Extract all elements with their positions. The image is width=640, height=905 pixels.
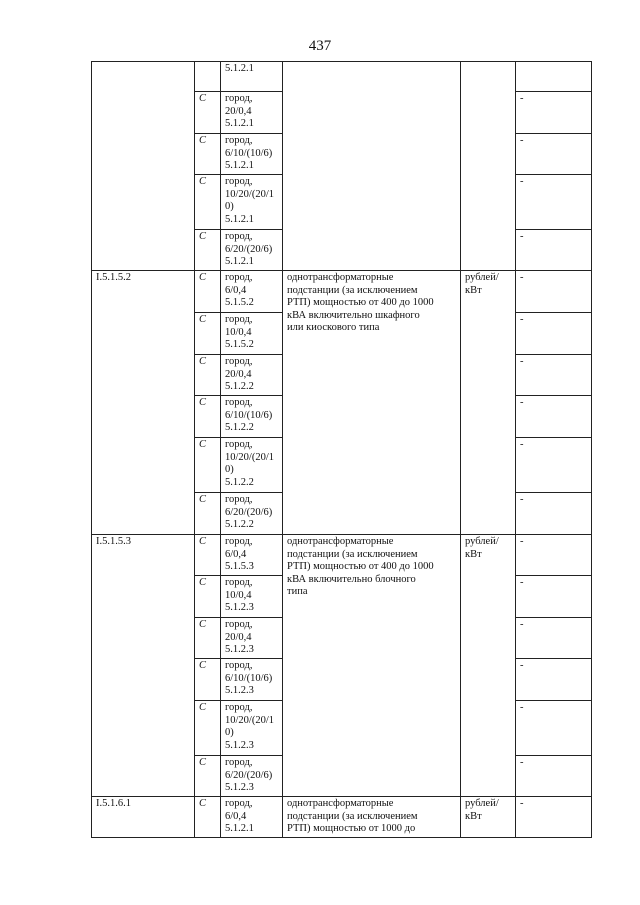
category-cell <box>221 701 283 756</box>
rate-value: - <box>516 659 592 701</box>
category-cell-line: 10/0,4 <box>225 326 252 338</box>
rate-value: - <box>516 756 592 797</box>
description-cell-line: РТП) мощностью от 1000 до <box>287 823 416 834</box>
category-cell-line: 6/0,4 <box>225 284 247 296</box>
category-cell-line: 5.1.2.3 <box>225 602 254 613</box>
category-cell-line: город, <box>225 135 253 146</box>
description-cell <box>283 797 461 838</box>
unit-cell <box>461 797 516 838</box>
item-code: I.5.1.5.2 <box>92 271 195 535</box>
zone-letter: C <box>195 438 221 493</box>
category-cell-line: 5.1.2.1 <box>225 63 254 74</box>
category-cell <box>221 271 283 313</box>
category-cell-line: 6/0,4 <box>225 810 247 822</box>
category-cell-line: 5.1.5.3 <box>225 561 254 572</box>
zone-letter: C <box>195 756 221 797</box>
category-cell-line: город, <box>225 176 253 187</box>
category-cell-line: город, <box>225 619 253 630</box>
rate-value: - <box>516 797 592 838</box>
description-cell-line: РТП) мощностью от 400 до 1000 <box>287 561 434 572</box>
zone-letter: C <box>195 701 221 756</box>
category-cell-line: 10/20/(20/1 <box>225 188 274 200</box>
description-cell-line: кВА включительно блочного <box>287 573 416 585</box>
item-code <box>92 62 195 271</box>
rate-value: - <box>516 576 592 618</box>
description-cell-line: кВА включительно шкафного <box>287 309 420 321</box>
rate-value: - <box>516 355 592 396</box>
category-cell-line: 5.1.5.2 <box>225 339 254 350</box>
description-cell-line: однотрансформаторные <box>287 272 394 283</box>
category-cell-line: город, <box>225 702 253 713</box>
category-cell-line: 5.1.2.2 <box>225 381 254 392</box>
unit-cell <box>461 271 516 535</box>
zone-letter: C <box>195 92 221 134</box>
zone-letter: C <box>195 618 221 659</box>
description-cell <box>283 62 461 271</box>
category-cell-line: 5.1.5.2 <box>225 297 254 308</box>
category-cell <box>221 659 283 701</box>
category-cell <box>221 493 283 535</box>
category-cell <box>221 797 283 838</box>
rate-value <box>516 62 592 92</box>
rate-value: - <box>516 618 592 659</box>
description-cell-line: однотрансформаторные <box>287 798 394 809</box>
category-cell <box>221 230 283 271</box>
rate-value: - <box>516 230 592 271</box>
category-cell-line: город, <box>225 397 253 408</box>
zone-letter: C <box>195 134 221 175</box>
category-cell-line: 10/20/(20/1 <box>225 451 274 463</box>
table-row <box>92 62 592 92</box>
category-cell-line: 20/0,4 <box>225 368 252 380</box>
category-cell-line: 5.1.2.1 <box>225 256 254 267</box>
zone-letter: C <box>195 659 221 701</box>
category-cell-line: 5.1.2.1 <box>225 160 254 171</box>
unit-cell-line: рублей/ <box>465 798 499 809</box>
category-cell-line: город, <box>225 93 253 104</box>
zone-letter: C <box>195 230 221 271</box>
category-cell-line: город, <box>225 798 253 809</box>
table-body <box>92 62 592 838</box>
category-cell <box>221 134 283 175</box>
description-cell-line: РТП) мощностью от 400 до 1000 <box>287 297 434 308</box>
category-cell <box>221 618 283 659</box>
category-cell-line: 5.1.2.2 <box>225 422 254 433</box>
unit-cell-line: рублей/ <box>465 536 499 547</box>
category-cell <box>221 576 283 618</box>
unit-cell <box>461 535 516 797</box>
description-cell-line: подстанции (за исключением <box>287 810 418 822</box>
description-cell-line: подстанции (за исключением <box>287 284 418 296</box>
category-cell-line: город, <box>225 314 253 325</box>
category-cell <box>221 396 283 438</box>
table-row <box>92 535 592 576</box>
category-cell-line: город, <box>225 660 253 671</box>
category-cell-line: 5.1.2.1 <box>225 118 254 129</box>
category-cell <box>221 756 283 797</box>
zone-letter: C <box>195 313 221 355</box>
category-cell-line: город, <box>225 577 253 588</box>
category-cell-line: 0) <box>225 464 234 475</box>
category-cell-line: 20/0,4 <box>225 105 252 117</box>
zone-letter: C <box>195 493 221 535</box>
category-cell <box>221 62 283 92</box>
tariff-table <box>91 61 592 838</box>
category-cell-line: 20/0,4 <box>225 631 252 643</box>
category-cell-line: город, <box>225 231 253 242</box>
description-cell <box>283 535 461 797</box>
category-cell <box>221 175 283 230</box>
rate-value: - <box>516 493 592 535</box>
category-cell-line: 5.1.2.2 <box>225 476 254 488</box>
zone-letter: C <box>195 355 221 396</box>
zone-letter: C <box>195 271 221 313</box>
category-cell <box>221 313 283 355</box>
rate-value: - <box>516 438 592 493</box>
description-cell-line: типа <box>287 586 308 597</box>
zone-letter: C <box>195 797 221 838</box>
description-cell-line: однотрансформаторные <box>287 536 394 547</box>
category-cell-line: город, <box>225 494 253 505</box>
rate-value: - <box>516 271 592 313</box>
category-cell-line: 0) <box>225 201 234 212</box>
category-cell-line: 6/0,4 <box>225 548 247 560</box>
zone-letter <box>195 62 221 92</box>
category-cell-line: 5.1.2.1 <box>225 213 254 225</box>
description-cell-line: или киоскового типа <box>287 322 380 333</box>
rate-value: - <box>516 134 592 175</box>
unit-cell-line: рублей/ <box>465 272 499 283</box>
category-cell-line: 6/20/(20/6) <box>225 769 273 781</box>
zone-letter: C <box>195 535 221 576</box>
category-cell-line: 10/0,4 <box>225 589 252 601</box>
category-cell <box>221 438 283 493</box>
category-cell <box>221 92 283 134</box>
category-cell-line: город, <box>225 757 253 768</box>
rate-value: - <box>516 701 592 756</box>
zone-letter: C <box>195 396 221 438</box>
category-cell-line: 10/20/(20/1 <box>225 714 274 726</box>
category-cell-line: город, <box>225 439 253 450</box>
rate-value: - <box>516 175 592 230</box>
unit-cell-line: кВт <box>465 810 482 822</box>
rate-value: - <box>516 396 592 438</box>
item-code: I.5.1.5.3 <box>92 535 195 797</box>
category-cell-line: 6/20/(20/6) <box>225 243 273 255</box>
category-cell-line: 5.1.2.1 <box>225 823 254 834</box>
category-cell-line: 5.1.2.3 <box>225 685 254 696</box>
category-cell-line: 6/20/(20/6) <box>225 506 273 518</box>
category-cell-line: город, <box>225 536 253 547</box>
rate-value: - <box>516 92 592 134</box>
category-cell-line: 6/10/(10/6) <box>225 409 273 421</box>
category-cell-line: 5.1.2.2 <box>225 519 254 530</box>
category-cell-line: 5.1.2.3 <box>225 644 254 655</box>
page-number: 437 <box>308 38 332 54</box>
rate-value: - <box>516 313 592 355</box>
category-cell-line: 6/10/(10/6) <box>225 672 273 684</box>
zone-letter: C <box>195 576 221 618</box>
description-cell-line: подстанции (за исключением <box>287 548 418 560</box>
category-cell-line: 6/10/(10/6) <box>225 147 273 159</box>
unit-cell <box>461 62 516 271</box>
unit-cell-line: кВт <box>465 548 482 560</box>
item-code: I.5.1.6.1 <box>92 797 195 838</box>
rate-value: - <box>516 535 592 576</box>
category-cell-line: 0) <box>225 727 234 738</box>
unit-cell-line: кВт <box>465 284 482 296</box>
category-cell-line: город, <box>225 356 253 367</box>
table-row <box>92 797 592 838</box>
category-cell <box>221 355 283 396</box>
category-cell-line: город, <box>225 272 253 283</box>
description-cell <box>283 271 461 535</box>
category-cell-line: 5.1.2.3 <box>225 739 254 751</box>
category-cell-line: 5.1.2.3 <box>225 782 254 793</box>
table-row <box>92 271 592 313</box>
category-cell <box>221 535 283 576</box>
zone-letter: C <box>195 175 221 230</box>
